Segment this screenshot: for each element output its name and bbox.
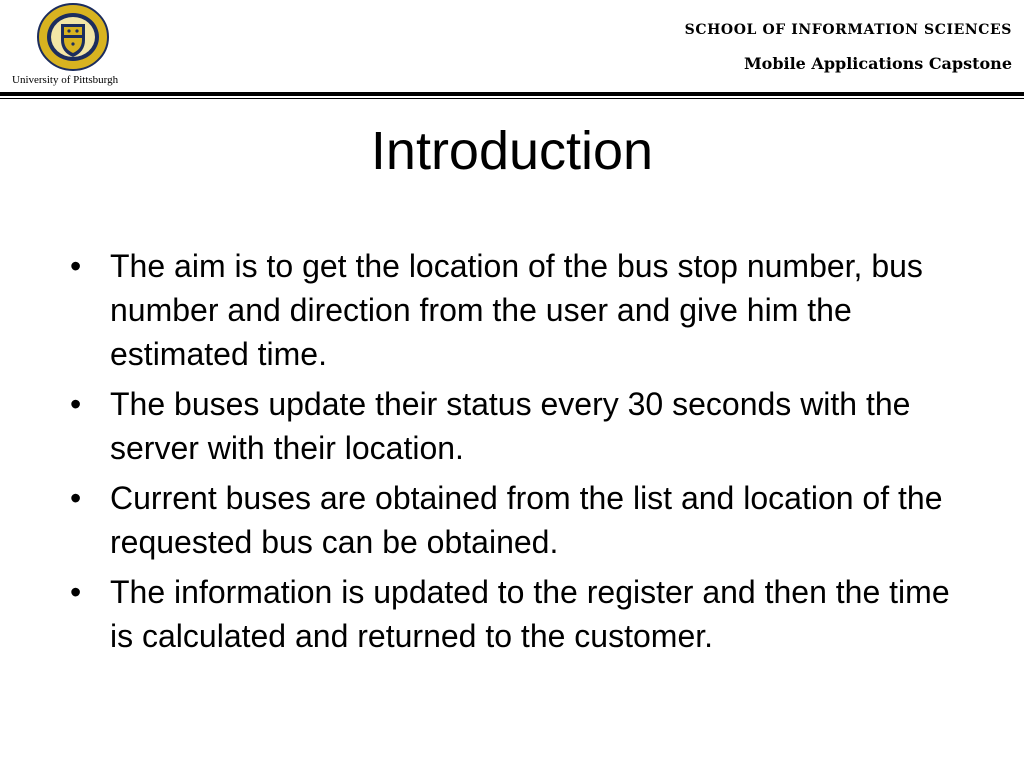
header-rule-thin (0, 98, 1024, 99)
bullet-marker: • (70, 248, 82, 284)
university-logo (6, 0, 136, 90)
bullet-text: The information is updated to the register and then the time is calculated and returned to the customer. (110, 574, 950, 654)
bullet-marker: • (70, 574, 82, 610)
bullet-text: The buses update their status every 30 seconds with the server with their location. (110, 386, 911, 466)
bullet-item (70, 244, 970, 376)
bullet-list (70, 244, 970, 664)
bullet-text: Current buses are obtained from the list and location of the requested bus can be obtained. (110, 480, 943, 560)
bullet-item (70, 382, 970, 470)
logo-caption: University of Pittsburgh (12, 74, 119, 86)
university-seal-icon (36, 2, 110, 72)
header-rule (0, 92, 1024, 96)
school-title: SCHOOL OF INFORMATION SCIENCES (684, 22, 1012, 38)
bullet-item (70, 570, 970, 658)
bullet-text: The aim is to get the location of the bus stop number, bus number and direction from the user and give him the estimated time. (110, 248, 923, 372)
bullet-marker: • (70, 480, 82, 516)
course-title: Mobile Applications Capstone (743, 54, 1012, 73)
slide-title: Introduction (370, 121, 654, 181)
bullet-item (70, 476, 970, 564)
bullet-marker: • (70, 386, 82, 422)
